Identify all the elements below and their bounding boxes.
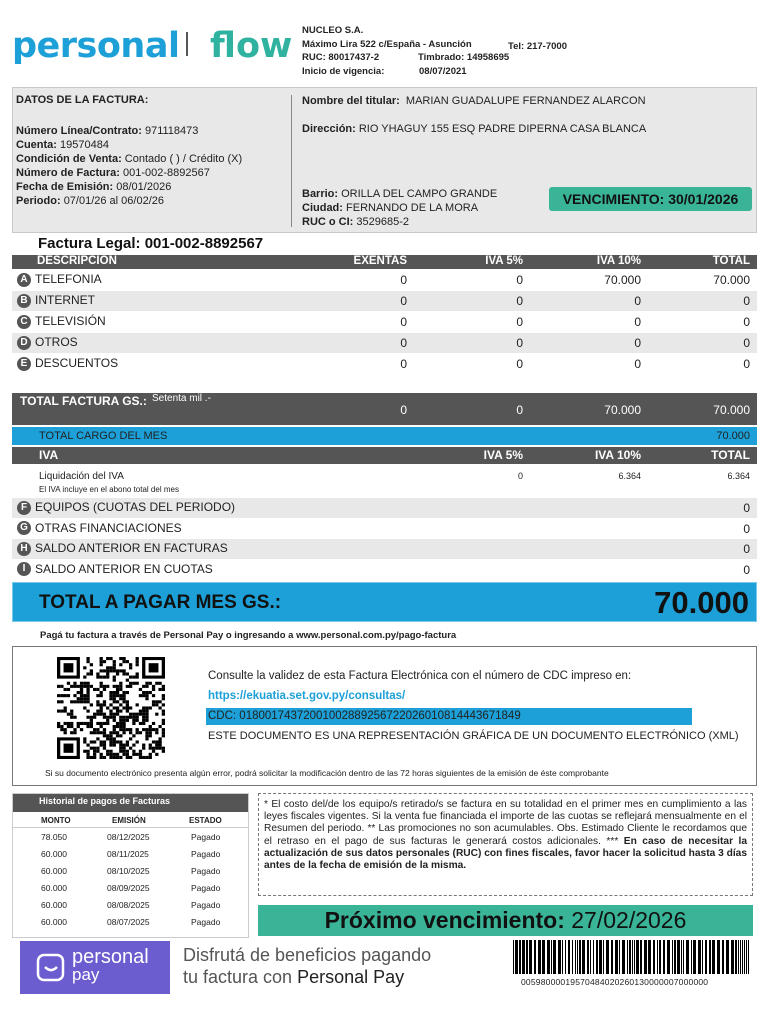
iva-col-iva5: IVA 5% [483,448,523,462]
history-monto: 78.050 [41,832,67,842]
charge-label [17,314,106,329]
personal-pay-logo [20,941,170,994]
data-divider [291,95,292,227]
history-estado: Pagado [191,900,221,910]
cdc-consulte-text: Consulte la validez de esta Factura Electrónica con el número de CDC impreso en: [208,670,632,682]
charge-iva5: 0 [516,273,523,287]
iva-col-label: IVA [39,448,59,462]
ppay-line1: Disfrutá de beneficios pagando [183,945,432,965]
next-due-label: Próximo vencimiento: [324,907,565,933]
history-emision: 08/08/2025 [107,900,150,910]
col-total: TOTAL [712,255,750,267]
letter-badge-icon: I [17,562,31,576]
history-monto: 60.000 [41,849,67,859]
company-name: NUCLEO S.A. [302,25,364,36]
charge-row [12,354,757,374]
extra-desc: OTRAS FINANCIACIONES [35,520,182,535]
extra-row [12,498,757,518]
direccion-label: Dirección: [302,123,356,135]
periodo-value: 07/01/26 al 06/02/26 [63,195,164,207]
total-a-pagar-label: TOTAL A PAGAR MES GS.: [39,592,282,613]
history-row [13,828,248,845]
condicion-label: Condición de Venta: [16,153,122,165]
history-emision: 08/11/2025 [107,849,149,859]
personal-logo: personal [12,26,180,66]
charges-header [12,255,757,269]
vigencia-label: Inicio de vigencia: [302,65,385,77]
periodo-label: Periodo: [16,195,61,207]
history-estado: Pagado [191,832,221,842]
total-factura-row [12,393,757,425]
invoice-data-title: DATOS DE LA FACTURA: [16,94,149,106]
charge-iva10: 0 [634,294,641,308]
payment-history [12,793,249,938]
extra-row [12,539,757,559]
history-header [13,812,248,828]
extra-value: 0 [743,562,750,577]
qr-code-icon [57,657,165,759]
pay-line [40,630,456,641]
extra-row [12,560,757,580]
total-total: 70.000 [713,403,750,417]
company-address-row [302,38,602,52]
history-title: Historial de pagos de Facturas [13,794,248,812]
letter-badge-icon: G [17,521,31,535]
total-a-pagar-value: 70.000 [654,585,749,620]
flow-logo: flow [210,26,293,66]
charge-total: 0 [743,357,750,371]
ppay-brand-pay: pay [72,965,100,984]
nfactura-label: Número de Factura: [16,167,120,179]
col-descripcion: DESCRIPCIÓN [37,255,117,267]
company-ruc: RUC: 80017437-2 [302,52,380,63]
charge-desc: OTROS [35,335,78,349]
total-factura-label: TOTAL FACTURA GS.: [20,394,147,408]
charge-iva5: 0 [516,294,523,308]
iva-liq-iva5: 0 [517,471,523,481]
cargo-mes-value: 70.000 [716,430,750,442]
extra-desc: SALDO ANTERIOR EN FACTURAS [35,541,228,555]
linea-value: 971118473 [144,125,199,137]
history-monto: 60.000 [41,866,67,876]
invoice-left-data [16,124,291,208]
charge-total: 70.000 [713,273,750,287]
titular-row [302,94,646,108]
ciudad-label: Ciudad: [302,202,343,214]
pay-line-text: Pagá tu factura a través de Personal Pay o ingresando a [40,630,297,641]
history-rows [13,828,248,930]
company-tel: Tel: 217-7000 [508,40,567,52]
extra-label [17,541,228,556]
charge-desc: TELEVISIÓN [35,314,106,328]
linea-label: Número Línea/Contrato: [16,125,142,137]
charge-iva10: 70.000 [604,273,641,287]
direccion-row [302,122,646,136]
cuenta-label: Cuenta: [16,139,57,151]
iva-liq-total: 6.364 [727,471,750,481]
history-col-estado: ESTADO [189,816,222,825]
charge-iva10: 0 [634,315,641,329]
cdc-representation: ESTE DOCUMENTO ES UNA REPRESENTACIÓN GRÁFICA DE UN DOCUMENTO ELECTRÓNICO (XML) [208,730,739,742]
charge-exentas: 0 [400,294,407,308]
charge-desc: INTERNET [35,293,95,307]
extra-label [17,521,182,536]
extra-value: 0 [743,521,750,536]
history-emision: 08/07/2025 [107,917,150,927]
direccion-value: RIO YHAGUY 155 ESQ PADRE DIPERNA CASA BLANCA [358,123,647,135]
ciudad-value: FERNANDO DE LA MORA [346,202,479,214]
charge-total: 0 [743,294,750,308]
letter-badge-icon: C [17,315,31,329]
company-info [302,24,602,78]
titular-label: Nombre del titular: [302,95,400,107]
charge-iva10: 0 [634,357,641,371]
company-address: Máximo Lira 522 c/España - Asunción [302,38,472,50]
due-date-badge: VENCIMIENTO: 30/01/2026 [549,187,752,211]
total-exentas: 0 [400,403,407,417]
iva-col-iva10: IVA 10% [594,448,641,462]
wallet-icon [36,953,66,983]
letter-badge-icon: A [17,273,31,287]
charge-desc: TELEFONIA [35,272,102,286]
charge-label [17,356,118,371]
barrio-value: ORILLA DEL CAMPO GRANDE [341,188,498,200]
pay-line-url[interactable]: www.personal.com.py/pago-factura [296,630,457,641]
letter-badge-icon: H [17,542,31,556]
ppay-line2a: tu factura con [183,967,298,987]
ppay-brand-personal: personal [72,946,149,968]
charge-iva5: 0 [516,357,523,371]
charge-exentas: 0 [400,273,407,287]
ppay-promo [183,944,431,988]
charge-iva5: 0 [516,315,523,329]
charge-total: 0 [743,315,750,329]
history-emision: 08/09/2025 [107,883,150,893]
history-monto: 60.000 [41,917,67,927]
charge-iva5: 0 [516,336,523,350]
extra-value: 0 [743,501,750,515]
iva-liq-iva10: 6.364 [618,471,641,481]
cdc-error-note: Si su documento electrónico presenta algún error, podrá solicitar la modificación dentro de las 72 horas siguientes de la emisión de éste comprobante [45,768,609,778]
charge-row [12,270,757,290]
iva-header [12,447,757,464]
cuenta-value: 19570484 [60,139,109,151]
letter-badge-icon: B [17,294,31,308]
barcode-number: 00598000019570484020260130000007000000 [521,977,709,987]
legal-note [258,793,753,896]
nfactura-value: 001-002-8892567 [122,167,210,179]
factura-legal: Factura Legal: 001-002-8892567 [38,235,264,252]
cargo-mes-row [12,427,757,445]
ruc-label: RUC o CI: [302,216,354,228]
charge-label [17,335,78,350]
ruc-value: 3529685-2 [356,216,409,228]
charge-row [12,312,757,332]
total-a-pagar-bar [12,582,757,622]
letter-badge-icon: F [17,501,31,515]
charge-label [17,293,95,308]
col-iva10: IVA 10% [596,255,641,267]
history-estado: Pagado [191,866,221,876]
ppay-line2b: Personal Pay [297,967,405,987]
company-vigencia-row [302,65,602,79]
extra-label [17,562,213,577]
titular-value: MARIAN GUADALUPE FERNANDEZ ALARCON [405,95,646,107]
barrio-label: Barrio: [302,188,339,200]
history-monto: 60.000 [41,900,67,910]
emision-value: 08/01/2026 [116,181,172,193]
ekuatia-link[interactable]: https://ekuatia.set.gov.py/consultas/ [208,690,406,702]
charge-total: 0 [743,336,750,350]
iva-note: El IVA incluye en el abono total del mes [39,485,179,494]
charge-exentas: 0 [400,357,407,371]
history-estado: Pagado [191,917,221,927]
letter-badge-icon: E [17,357,31,371]
company-timbrado: Timbrado: 14958695 [418,52,510,63]
col-iva5: IVA 5% [485,255,523,267]
charge-exentas: 0 [400,336,407,350]
company-ruc-row [302,51,602,65]
history-row [13,862,248,879]
note-normal: * El costo del/de los equipo/s retirado/s se factura en su totalidad en el primer mes en cumplimiento a las leyes fiscales vigentes. Si la venta fue financiada el importe de las cuotas se reflejará mensualmente en el Resumen del periodo. ** Las promociones no son acumulables. Obs. Estimado Cliente le recordamos que el retraso en el pago de sus facturas le generará costos adicionales. *** [264,799,747,847]
charge-row [12,333,757,353]
history-col-emision: EMISIÓN [112,816,146,825]
charge-label [17,272,102,287]
history-row [13,845,248,862]
total-iva5: 0 [516,403,523,417]
extra-label [17,500,235,515]
next-due-banner [258,905,753,936]
history-col-monto: MONTO [41,816,71,825]
letter-badge-icon: D [17,336,31,350]
extra-desc: SALDO ANTERIOR EN CUOTAS [35,561,213,576]
col-exentas: EXENTAS [353,255,407,267]
cargo-mes-label: TOTAL CARGO DEL MES [39,430,168,442]
condicion-value: Contado ( ) / Crédito (X) [124,153,243,165]
history-row [13,879,248,896]
total-words: Setenta mil .- [152,393,211,404]
emision-label: Fecha de Emisión: [16,181,114,193]
vigencia-date: 08/07/2021 [419,65,467,77]
charge-desc: DESCUENTOS [35,356,119,370]
history-row [13,896,248,913]
iva-liquidacion-row [12,466,757,496]
charge-iva10: 0 [634,336,641,350]
barrio-block [302,187,497,229]
history-row [13,913,248,930]
history-monto: 60.000 [41,883,67,893]
history-estado: Pagado [191,883,221,893]
logo-divider [186,32,188,56]
extra-desc: EQUIPOS (CUOTAS DEL PERIODO) [35,500,236,514]
cdc-number: CDC: 01800174372001002889256722026010814443671849 [206,708,692,725]
next-due-date: 27/02/2026 [571,907,687,933]
history-emision: 08/10/2025 [107,866,150,876]
total-iva10: 70.000 [604,403,641,417]
note-bold: En caso de necesitar la actualización de sus datos personales (RUC) con fines fiscales, favor hacer la solicitud hasta 3 días antes de la fecha de emisión de la misma. [264,835,747,872]
extra-value: 0 [743,542,750,556]
history-emision: 08/12/2025 [107,832,150,842]
charge-exentas: 0 [400,315,407,329]
history-estado: Pagado [191,849,221,859]
extra-row [12,519,757,539]
charge-row [12,291,757,311]
iva-liq-label: Liquidación del IVA [39,471,124,482]
iva-col-total: TOTAL [711,448,750,462]
